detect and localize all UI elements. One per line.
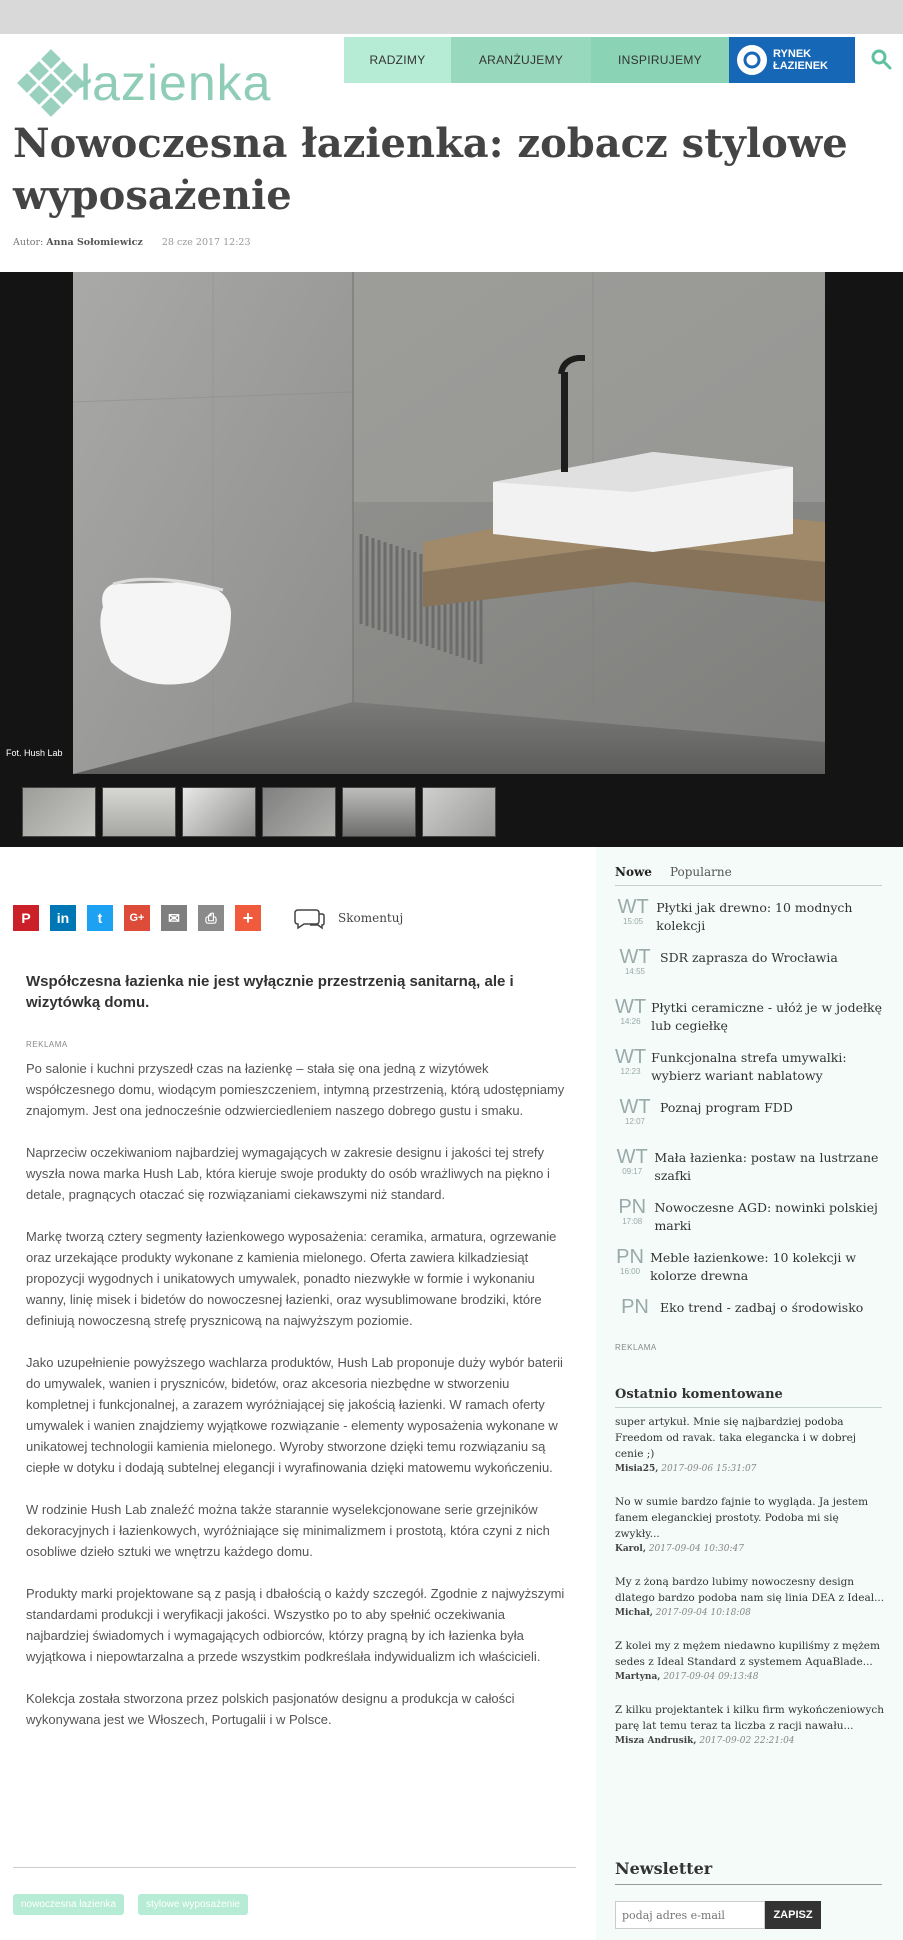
- news-title: Płytki ceramiczne - ułóż je w jodełkę lub cegiełkę: [651, 1000, 883, 1033]
- article-paragraph: Kolekcja została stworzona przez polskich pasjonatów designu a produkcja w całości wykonywana jest we Włoszech, Portugalii i w Polsce.: [26, 1691, 515, 1727]
- photo-gallery: [0, 272, 903, 847]
- news-day: PN: [616, 1246, 644, 1268]
- site-header: [0, 34, 903, 118]
- tab-nowe[interactable]: Nowe: [615, 865, 652, 879]
- tag-link[interactable]: stylowe wyposażenie: [138, 1894, 248, 1915]
- list-item[interactable]: [615, 1047, 882, 1097]
- news-time: 15:05: [623, 917, 644, 926]
- rynek-line-1: RYNEK: [773, 48, 812, 60]
- list-item[interactable]: [615, 1297, 882, 1347]
- news-title: SDR zaprasza do Wrocławia: [660, 950, 838, 965]
- email-icon[interactable]: ✉: [161, 905, 187, 931]
- comment-item[interactable]: [615, 1638, 885, 1682]
- rynek-logo-icon: [737, 45, 767, 75]
- nav-aranzujemy[interactable]: ARANŻUJEMY: [451, 37, 591, 83]
- pinterest-icon[interactable]: P: [13, 905, 39, 931]
- article-paragraph: Po salonie i kuchni przyszedł czas na łazienkę – stała się ona jedną z wizytówek współczesnego domu, wiodącym pomieszczeniem, intymną przestrzenią, którą udostępniamy znajomym. Jest ona jednocześnie odzwierciedleniem naszego dobrego gustu i smaku.: [26, 1061, 565, 1118]
- news-time: 14:55: [624, 967, 646, 976]
- article-date: 28 cze 2017 12:23: [161, 237, 251, 248]
- recent-comments-heading: Ostatnio komentowane: [615, 1387, 882, 1408]
- news-day: WT: [617, 896, 649, 918]
- gallery-thumb[interactable]: [422, 787, 496, 837]
- comment-text: My z żoną bardzo lubimy nowoczesny design dlatego bardzo podoba nam się linia DEA z Ideal...: [615, 1576, 885, 1604]
- recent-comments: [615, 1414, 885, 1766]
- news-day: PN: [621, 1296, 649, 1318]
- article-paragraph: Jako uzupełnienie powyższego wachlarza produktów, Hush Lab proponuje duży wybór baterii do umywalek, wanien i pryszniców, bidetów, oraz akcesoria niezbędne w stworzeniu kompletnej i funkcjonalnej, a zarazem wyróżniającej się jakością łazienki. W ramach oferty umywalek i wanien znajdziemy wyjątkowe rozwiązanie - elementy wyposażenia wykonane w unikatowej technologii kamienia mielonego. Wyroby stworzone dzięki temu rozwiązaniu są ciepłe w dotyku i dodają subtelnej elegancji i wyrafinowania dzięki matowemu wykończeniu.: [26, 1355, 563, 1475]
- article-title: Nowoczesna łazienka: zobacz stylowe wyposażenie: [13, 120, 848, 219]
- news-time: 16:00: [620, 1267, 641, 1276]
- comment-text: No w sumie bardzo fajnie to wygląda. Ja jestem fanem eleganckiej prostoty. Podoba mi się zwykły...: [615, 1496, 869, 1540]
- tag-link[interactable]: nowoczesna łazienka: [13, 1894, 124, 1915]
- share-bar: [13, 905, 403, 931]
- newsletter-heading: Newsletter: [615, 1859, 882, 1885]
- article-paragraph: W rodzinie Hush Lab znaleźć można także starannie wyselekcjonowane serie grzejników dekoracyjnych i łazienkowych, wyróżniające się minimalizmem i prostotą, która czyni z nich osobliwe dzieło sztuki we wnętrzu każdego domu.: [26, 1502, 550, 1559]
- news-title: Płytki jak drewno: 10 modnych kolekcji: [656, 900, 853, 933]
- gallery-thumb[interactable]: [182, 787, 256, 837]
- news-title: Eko trend - zadbaj o środowisko: [660, 1300, 864, 1315]
- article-paragraph: Naprzeciw oczekiwaniom najbardziej wymagających w zakresie designu i jakości tej strefy wyszła nowa marka Hush Lab, która kieruje swoje produkty do osób wrażliwych na piękno i detale, pragnących otaczać się rozwiązaniami ciekawszymi niż standard.: [26, 1145, 550, 1202]
- comment-date: 2017-09-04 10:30:47: [648, 1544, 745, 1554]
- photo-credit: Fot. Hush Lab: [6, 748, 63, 758]
- comment-author: Karol,: [615, 1544, 646, 1554]
- article-body: [26, 1058, 566, 1751]
- gallery-thumb[interactable]: [22, 787, 96, 837]
- news-title: Poznaj program FDD: [660, 1100, 793, 1115]
- twitter-icon[interactable]: t: [87, 905, 113, 931]
- ad-label: REKLAMA: [615, 1343, 657, 1352]
- tag-list: [13, 1894, 248, 1915]
- comment-date: 2017-09-04 10:18:08: [655, 1608, 751, 1618]
- news-title: Meble łazienkowe: 10 kolekcji w kolorze drewna: [650, 1250, 857, 1283]
- news-time: 12:07: [624, 1117, 646, 1126]
- rynek-lazienek-link[interactable]: [729, 37, 855, 83]
- comment-date: 2017-09-06 15:31:07: [661, 1464, 757, 1474]
- more-share-icon[interactable]: +: [235, 905, 261, 931]
- comment-author: Martyna,: [615, 1672, 661, 1682]
- news-time: 09:17: [622, 1167, 643, 1176]
- comment-text: super artykuł. Mnie się najbardziej podoba Freedom od ravak. taka elegancka i w dobrej cenie ;): [615, 1416, 857, 1460]
- comment-link[interactable]: [292, 906, 403, 930]
- comment-item[interactable]: [615, 1494, 885, 1554]
- list-item[interactable]: [615, 1247, 882, 1297]
- logo-text: łazienka: [80, 55, 272, 111]
- news-day: PN: [618, 1196, 647, 1218]
- news-title: Mała łazienka: postaw na lustrzane szafki: [654, 1150, 879, 1183]
- comment-date: 2017-09-02 22:21:04: [699, 1736, 795, 1746]
- ad-label: REKLAMA: [26, 1040, 68, 1049]
- search-icon[interactable]: [870, 48, 892, 70]
- tab-popularne[interactable]: Popularne: [669, 865, 732, 879]
- print-icon[interactable]: ⎙: [198, 905, 224, 931]
- comment-item[interactable]: [615, 1414, 885, 1474]
- rynek-line-2: ŁAZIENEK: [773, 60, 828, 72]
- newsletter-submit-button[interactable]: ZAPISZ: [765, 1901, 821, 1929]
- news-list: [615, 896, 883, 1318]
- sidebar-tabs: [615, 865, 882, 886]
- news-time: 12:23: [620, 1067, 641, 1076]
- main-nav: [344, 37, 729, 83]
- news-time: 17:08: [622, 1217, 643, 1226]
- nav-inspirujemy[interactable]: INSPIRUJEMY: [591, 37, 729, 83]
- news-title: Funkcjonalna strefa umywalki: wybierz wariant nablatowy: [651, 1050, 847, 1083]
- gallery-thumb[interactable]: [342, 787, 416, 837]
- article-divider: [13, 1867, 576, 1868]
- news-time: 14:26: [620, 1017, 641, 1026]
- list-item[interactable]: [615, 1197, 882, 1247]
- news-day: WT: [615, 1046, 647, 1068]
- nav-radzimy[interactable]: RADZIMY: [344, 37, 451, 83]
- newsletter-form: [615, 1901, 821, 1929]
- googleplus-icon[interactable]: G+: [124, 905, 150, 931]
- comment-date: 2017-09-04 09:13:48: [663, 1672, 759, 1682]
- comment-icon: [292, 906, 326, 930]
- news-title: Nowoczesne AGD: nowinki polskiej marki: [654, 1200, 878, 1233]
- comment-author: Misza Andrusik,: [615, 1736, 697, 1746]
- article-lead: Współczesna łazienka nie jest wyłącznie przestrzenią sanitarną, ale i wizytówką domu.: [26, 973, 514, 1011]
- list-item[interactable]: [615, 947, 882, 997]
- main-photo[interactable]: [73, 272, 825, 774]
- comment-text: Z kolei my z mężem niedawno kupiliśmy z mężem sedes z Ideal Standard z systemem AquaBlade...: [615, 1640, 880, 1668]
- comment-label: Skomentuj: [338, 911, 404, 925]
- list-item[interactable]: [615, 1097, 882, 1147]
- comment-author: Misia25,: [615, 1464, 659, 1474]
- gallery-thumb[interactable]: [102, 787, 176, 837]
- list-item[interactable]: [615, 1147, 882, 1197]
- newsletter-email-input[interactable]: [615, 1901, 765, 1929]
- article-paragraph: Markę tworzą cztery segmenty łazienkowego wyposażenia: ceramika, armatura, ogrzewanie oraz urzekające produkty wykonane z kamienia mielonego. Oferta zawiera kilkadziesiąt propozycji wygodnych i unikatowych umywalek, ponadto niezwykłe w formie i wykonaniu wanny, linię misek i bidetów do nowoczesnej łazienki, oraz wysublimowane brodziki, które definiują nowoczesną strefę prysznicową na najwyższym poziomie.: [26, 1229, 557, 1328]
- news-day: WT: [615, 996, 647, 1018]
- comment-item[interactable]: [615, 1702, 885, 1746]
- news-day: WT: [619, 1096, 651, 1118]
- article-meta: [13, 237, 251, 248]
- sidebar: [596, 847, 903, 1940]
- comment-text: Z kilku projektantek i kilku firm wykończeniowych parę lat temu teraz ta liczba z racji nawału...: [615, 1704, 884, 1732]
- news-day: WT: [619, 946, 651, 968]
- list-item[interactable]: [615, 997, 882, 1047]
- comment-item[interactable]: [615, 1574, 885, 1618]
- news-day: WT: [616, 1146, 648, 1168]
- linkedin-icon[interactable]: in: [50, 905, 76, 931]
- author-name[interactable]: Anna Sołomiewicz: [46, 237, 143, 248]
- gallery-thumb[interactable]: [262, 787, 336, 837]
- top-strip: [0, 0, 903, 34]
- list-item[interactable]: [615, 897, 882, 947]
- thumbnail-strip: [22, 787, 496, 837]
- author-label: Autor:: [13, 237, 44, 248]
- comment-author: Michał,: [615, 1608, 653, 1618]
- article-paragraph: Produkty marki projektowane są z pasją i dbałością o każdy szczegół. Zgodnie z najwyższymi standardami produkcji i weryfikacji jakości. Wszystko po to aby spełnić oczekiwania najbardziej świadomych i wymagających odbiorców, którzy pragną by ich łazienka była wyjątkowa i niepowtarzalna a przede wszystkim podkreślała indywidualizm ich właścicieli.: [26, 1586, 565, 1664]
- site-logo[interactable]: [14, 52, 320, 112]
